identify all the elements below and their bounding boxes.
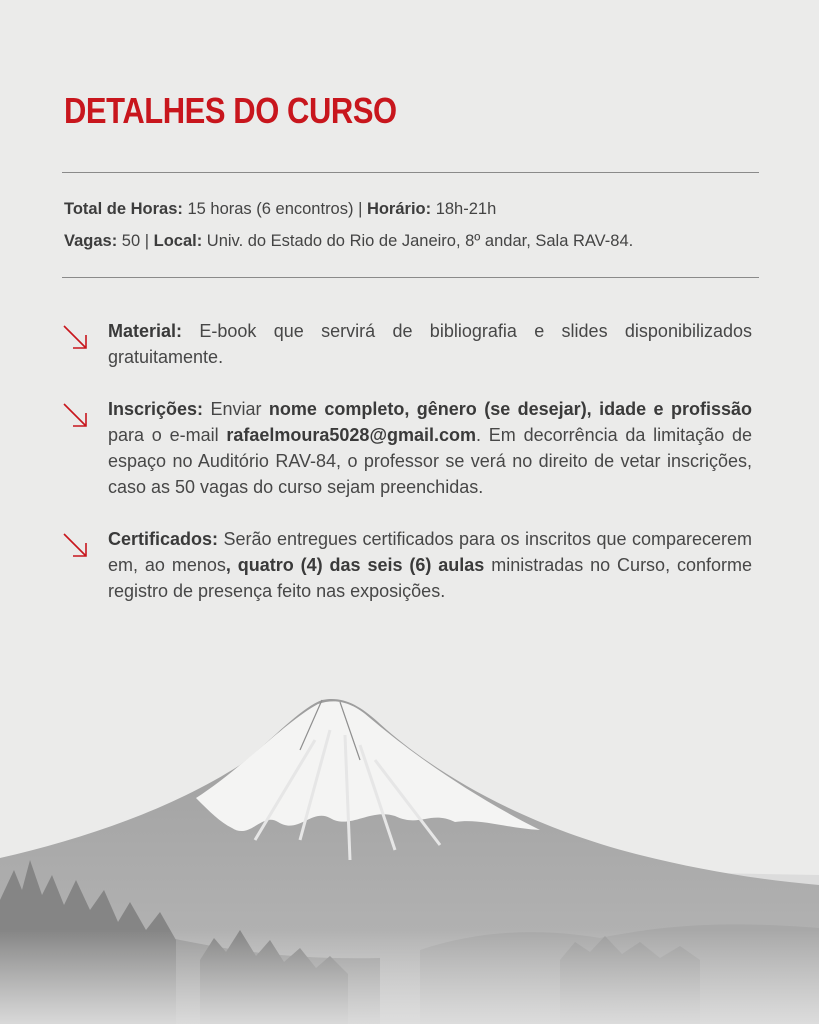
- info-line-location: [64, 225, 633, 257]
- arrow-down-right-icon: [62, 322, 92, 352]
- schedule-value: 18h-21h: [431, 200, 497, 218]
- location-value: Univ. do Estado do Rio de Janeiro, 8º andar, Sala RAV-84.: [202, 232, 634, 250]
- certificates-label: Certificados:: [108, 529, 219, 549]
- material-item: [62, 318, 752, 370]
- divider-top: [62, 172, 759, 173]
- location-label: Local:: [153, 232, 203, 250]
- material-text: E-book que servirá de bibliografia e slides disponibilizados gratuitamente.: [108, 321, 752, 367]
- registration-item: [62, 396, 752, 500]
- registration-email: rafaelmoura5028@gmail.com: [226, 425, 477, 445]
- registration-text-1: Enviar: [203, 399, 269, 419]
- seats-label: Vagas:: [64, 232, 118, 250]
- divider-bottom: [62, 277, 759, 278]
- registration-requirements: nome completo, gênero (se desejar), idade e profissão: [268, 399, 752, 419]
- mount-fuji-illustration: [0, 690, 819, 1024]
- hours-label: Total de Horas:: [64, 200, 183, 218]
- certificates-requirement: , quatro (4) das seis (6) aulas: [225, 555, 485, 575]
- material-label: Material:: [108, 321, 183, 341]
- hours-value: 15 horas (6 encontros) |: [182, 200, 367, 218]
- arrow-down-right-icon: [62, 530, 92, 560]
- info-line-hours: [64, 193, 633, 225]
- details-list: [62, 318, 752, 630]
- registration-text-2: para o e-mail: [108, 425, 227, 445]
- course-info: [64, 193, 633, 257]
- certificates-item: [62, 526, 752, 604]
- schedule-label: Horário:: [366, 200, 432, 218]
- registration-text-3: . Em decorrência da limitação de espaço no Auditório RAV-84, o professor se verá no direito de vetar inscrições, caso as 50 vagas do curso sejam preenchidas.: [108, 425, 752, 497]
- arrow-down-right-icon: [62, 400, 92, 430]
- certificates-text-1: Serão entregues certificados para os inscritos que comparecerem em, ao menos: [108, 529, 752, 575]
- registration-label: Inscrições:: [108, 399, 204, 419]
- page-title: DETALHES DO CURSO: [64, 90, 397, 131]
- certificates-text-2: ministradas no Curso, conforme registro de presença feito nas exposições.: [108, 555, 752, 601]
- seats-value: 50 |: [117, 232, 154, 250]
